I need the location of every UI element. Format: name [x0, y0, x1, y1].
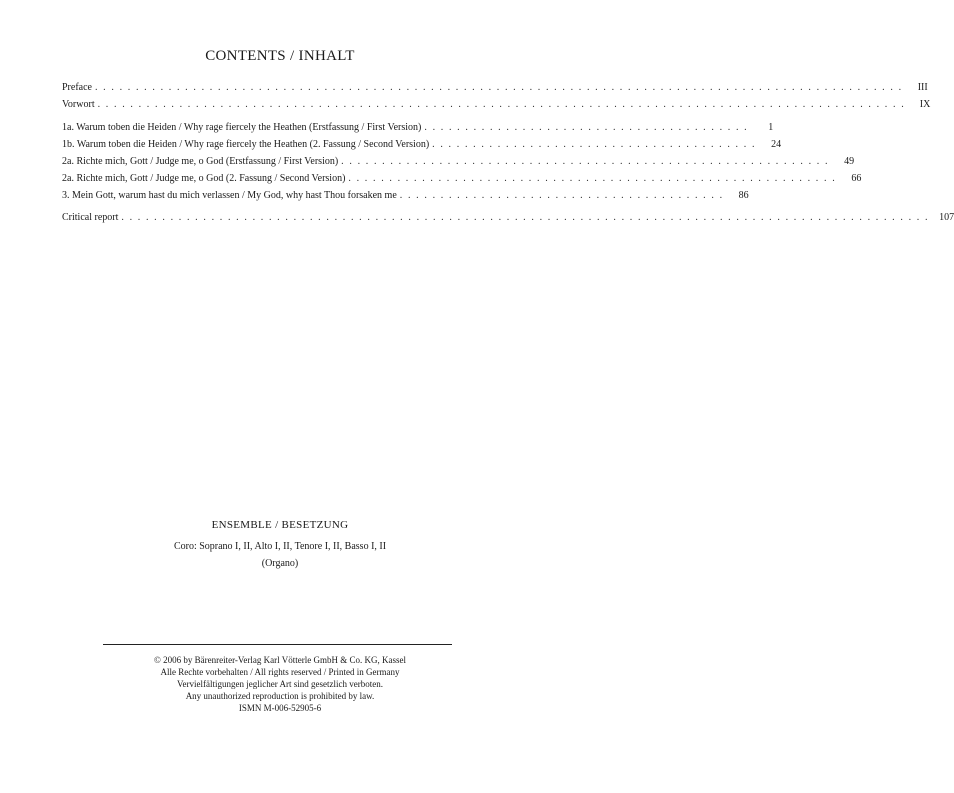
ensemble-heading: ENSEMBLE / BESETZUNG: [211, 519, 349, 531]
toc-entry-3[interactable]: [62, 189, 749, 203]
toc-entry-label: 2a. Richte mich, Gott / Judge me, o God (2. Fassung / Second Version): [62, 173, 346, 184]
dot-leader: . . . . . . . . . . . . . . . . . . . . . . . . . . . . . . . . . . . . . . . .: [432, 139, 757, 150]
toc-entry-label: 2a. Richte mich, Gott / Judge me, o God (Erstfassung / First Version): [62, 156, 339, 167]
dot-leader: . . . . . . . . . . . . . . . . . . . . . . . . . . . . . . . . . . . . . . . . . . . . . . . . . . . . . . . . . . . . . . . . . . . . . . . . . . . . . . . . . . . . . . . . . . . . . . . . . . .: [121, 212, 930, 223]
dot-leader: . . . . . . . . . . . . . . . . . . . . . . . . . . . . . . . . . . . . . . . . . . . . . . . . . . . . . . . . . . . .: [341, 156, 830, 167]
toc-entry-label: Preface: [62, 82, 92, 93]
divider: [103, 644, 452, 645]
dot-leader: . . . . . . . . . . . . . . . . . . . . . . . . . . . . . . . . . . . . . . . .: [399, 190, 724, 201]
reproduction-line-en: Any unauthorized reproduction is prohibited by law.: [185, 691, 375, 701]
toc-entry-1b[interactable]: [62, 138, 782, 152]
ismn-line: ISMN M-006-52905-6: [238, 703, 322, 713]
toc-entry-label: Vorwort: [62, 99, 95, 110]
dot-leader: . . . . . . . . . . . . . . . . . . . . . . . . . . . . . . . . . . . . . . . . . . . . . . . . . . . . . . . . . . . .: [348, 173, 837, 184]
toc-entry-critical-report[interactable]: [62, 211, 954, 225]
toc-entry-page: 24: [771, 139, 782, 150]
toc-entry-label: Critical report: [62, 212, 119, 223]
rights-line: Alle Rechte vorbehalten / All rights reserved / Printed in Germany: [160, 667, 400, 677]
toc-entry-label: 1b. Warum toben die Heiden / Why rage fiercely the Heathen (2. Fassung / Second Version): [62, 139, 430, 150]
copyright-line: © 2006 by Bärenreiter-Verlag Karl Vötterle GmbH & Co. KG, Kassel: [154, 655, 406, 665]
toc-entry-1a[interactable]: [62, 121, 774, 135]
dot-leader: . . . . . . . . . . . . . . . . . . . . . . . . . . . . . . . . . . . . . . . . . . . . . . . . . . . . . . . . . . . . . . . . . . . . . . . . . . . . . . . . . . . . . . . . . . . . . . . . . . .: [97, 99, 906, 110]
toc-entry-label: 3. Mein Gott, warum hast du mich verlassen / My God, why hast Thou forsaken me: [62, 190, 397, 201]
toc-entry-page: 86: [738, 190, 749, 201]
toc-entry-vorwort[interactable]: [62, 98, 931, 112]
toc-entry-page: 49: [844, 156, 855, 167]
toc-entry-page: IX: [919, 99, 931, 110]
dot-leader: . . . . . . . . . . . . . . . . . . . . . . . . . . . . . . . . . . . . . . . .: [424, 122, 749, 133]
page-title: CONTENTS / INHALT: [205, 48, 355, 64]
toc-entry-2a-second[interactable]: [62, 172, 862, 186]
toc-entry-page: 1: [768, 122, 774, 133]
toc-entry-preface[interactable]: [62, 81, 928, 95]
ensemble-organ: (Organo): [261, 558, 299, 569]
toc-entry-2a-first[interactable]: [62, 155, 855, 169]
toc-entry-label: 1a. Warum toben die Heiden / Why rage fiercely the Heathen (Erstfassung / First Version): [62, 122, 422, 133]
ensemble-voices: Coro: Soprano I, II, Alto I, II, Tenore I, II, Basso I, II: [173, 541, 387, 552]
dot-leader: . . . . . . . . . . . . . . . . . . . . . . . . . . . . . . . . . . . . . . . . . . . . . . . . . . . . . . . . . . . . . . . . . . . . . . . . . . . . . . . . . . . . . . . . . . . . . . . . . . .: [94, 82, 903, 93]
reproduction-line-de: Vervielfältigungen jeglicher Art sind gesetzlich verboten.: [177, 679, 383, 689]
toc-entry-page: 107: [939, 212, 954, 223]
toc-entry-page: 66: [851, 173, 862, 184]
toc-entry-page: III: [917, 82, 928, 93]
